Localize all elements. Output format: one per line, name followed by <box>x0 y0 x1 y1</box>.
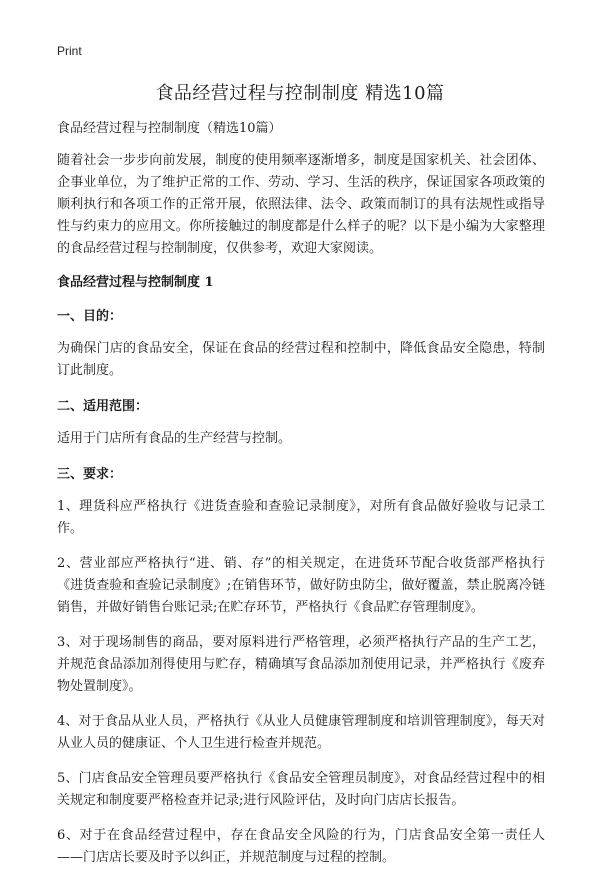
requirements-list <box>57 496 545 869</box>
document-body <box>57 118 545 882</box>
requirement-item: 2、营业部应严格执行“进、销、存”的相关规定，在进货环节配合收货部严格执行《进货查验和查验记录制度》;在销售环节，做好防虫防尘，做好覆盖，禁止脱离冷链销售，并做好销售台账记录;在贮存环节，严格执行《食品贮存管理制度》。 <box>57 556 545 615</box>
requirements-heading: 三、要求： <box>57 467 123 482</box>
purpose-heading: 一、目的： <box>57 309 123 324</box>
requirement-item: 5、门店食品安全管理员要严格执行《食品安全管理员制度》，对食品经营过程中的相关规定和制度要严格检查并记录;进行风险评估，及时向门店店长报告。 <box>57 771 545 808</box>
requirement-item: 4、对于食品从业人员，严格执行《从业人员健康管理制度和培训管理制度》，每天对从业人员的健康证、个人卫生进行检查并规范。 <box>57 714 545 751</box>
scope-text: 适用于门店所有食品的生产经营与控制。 <box>57 431 292 446</box>
document-title: 食品经营过程与控制制度 精选10篇 <box>155 83 445 104</box>
requirement-item: 3、对于现场制售的商品，要对原料进行严格管理，必须严格执行产品的生产工艺，并规范食品添加剂得使用与贮存，精确填写食品添加剂使用记录，并严格执行《废弃物处置制度》。 <box>57 635 545 694</box>
requirement-item: 1、理货科应严格执行《进货查验和查验记录制度》，对所有食品做好验收与记录工作。 <box>57 499 545 536</box>
print-link[interactable]: Print <box>57 44 82 58</box>
scope-heading: 二、适用范围： <box>57 399 149 414</box>
intro-paragraph: 随着社会一步步向前发展，制度的使用频率逐渐增多，制度是国家机关、社会团体、企事业单位，为了维护正常的工作、劳动、学习、生活的秩序，保证国家各项政策的顺利执行和各项工作的正常开展，依照法律、法令、政策而制订的具有法规性或指导性与约束力的应用文。你所接触过的制度都是什么样子的呢？以下是小编为大家整理的食品经营过程与控制制度，仅供参考，欢迎大家阅读。 <box>57 153 545 256</box>
section-heading: 食品经营过程与控制制度 1 <box>57 275 214 290</box>
requirement-item: 6、对于在食品经营过程中，存在食品安全风险的行为，门店食品安全第一责任人——门店店长要及时予以纠正，并规范制度与过程的控制。 <box>57 828 545 865</box>
purpose-text: 为确保门店的食品安全，保证在食品的经营过程和控制中，降低食品安全隐患，特制订此制度。 <box>57 341 545 378</box>
document-subtitle: 食品经营过程与控制制度（精选10篇） <box>57 121 282 136</box>
